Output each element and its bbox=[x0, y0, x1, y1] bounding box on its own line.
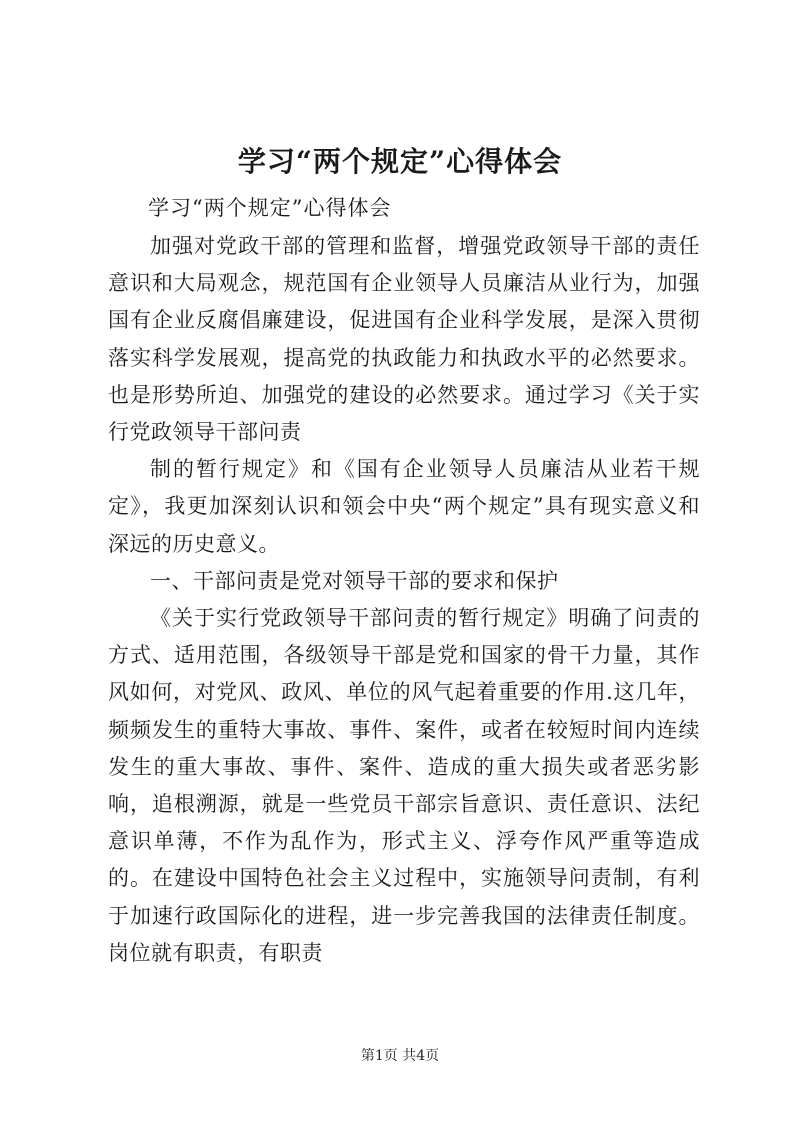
paragraph: 《关于实行党政领导干部问责的暂行规定》明确了问责的方式、适用范围，各级领导干部是党和国家的骨干力量，其作风如何，对党风、政风、单位的风气起着重要的作用.这几年，频频发生的重特大事故、事件、案件，或者在较短时间内连续发生的重大事故、事件、案件、造成的重大损失或者恶劣影响，追根溯源，就是一些党员干部宗旨意识、责任意识、法纪意识单薄，不作为乱作为，形式主义、浮夸作风严重等造成的。在建设中国特色社会主义过程中，实施领导问责制，有利于加速行政国际化的进程，进一步完善我国的法律责任制度。岗位就有职责，有职责 bbox=[108, 606, 700, 965]
paragraph: 加强对党政干部的管理和监督，增强党政领导干部的责任意识和大局观念，规范国有企业领导人员廉洁从业行为，加强国有企业反腐倡廉建设，促进国有企业科学发展，是深入贯彻落实科学发展观，提高党的执政能力和执政水平的必然要求。也是形势所迫、加强党的建设的必然要求。通过学习《关于实行党政领导干部问责 bbox=[108, 234, 700, 445]
paragraph: 制的暂行规定》和《国有企业领导人员廉洁从业若干规定》，我更加深刻认识和领会中央“两个规定”具有现实意义和深远的历史意义。 bbox=[108, 457, 700, 556]
section-heading: 一、干部问责是党对领导干部的要求和保护 bbox=[150, 568, 559, 593]
document-subtitle: 学习“两个规定”心得体会 bbox=[148, 196, 392, 220]
document-title: 学习“两个规定”心得体会 bbox=[237, 145, 563, 178]
page-number: 第1页 共4页 bbox=[360, 1048, 440, 1064]
document-body bbox=[108, 228, 700, 972]
